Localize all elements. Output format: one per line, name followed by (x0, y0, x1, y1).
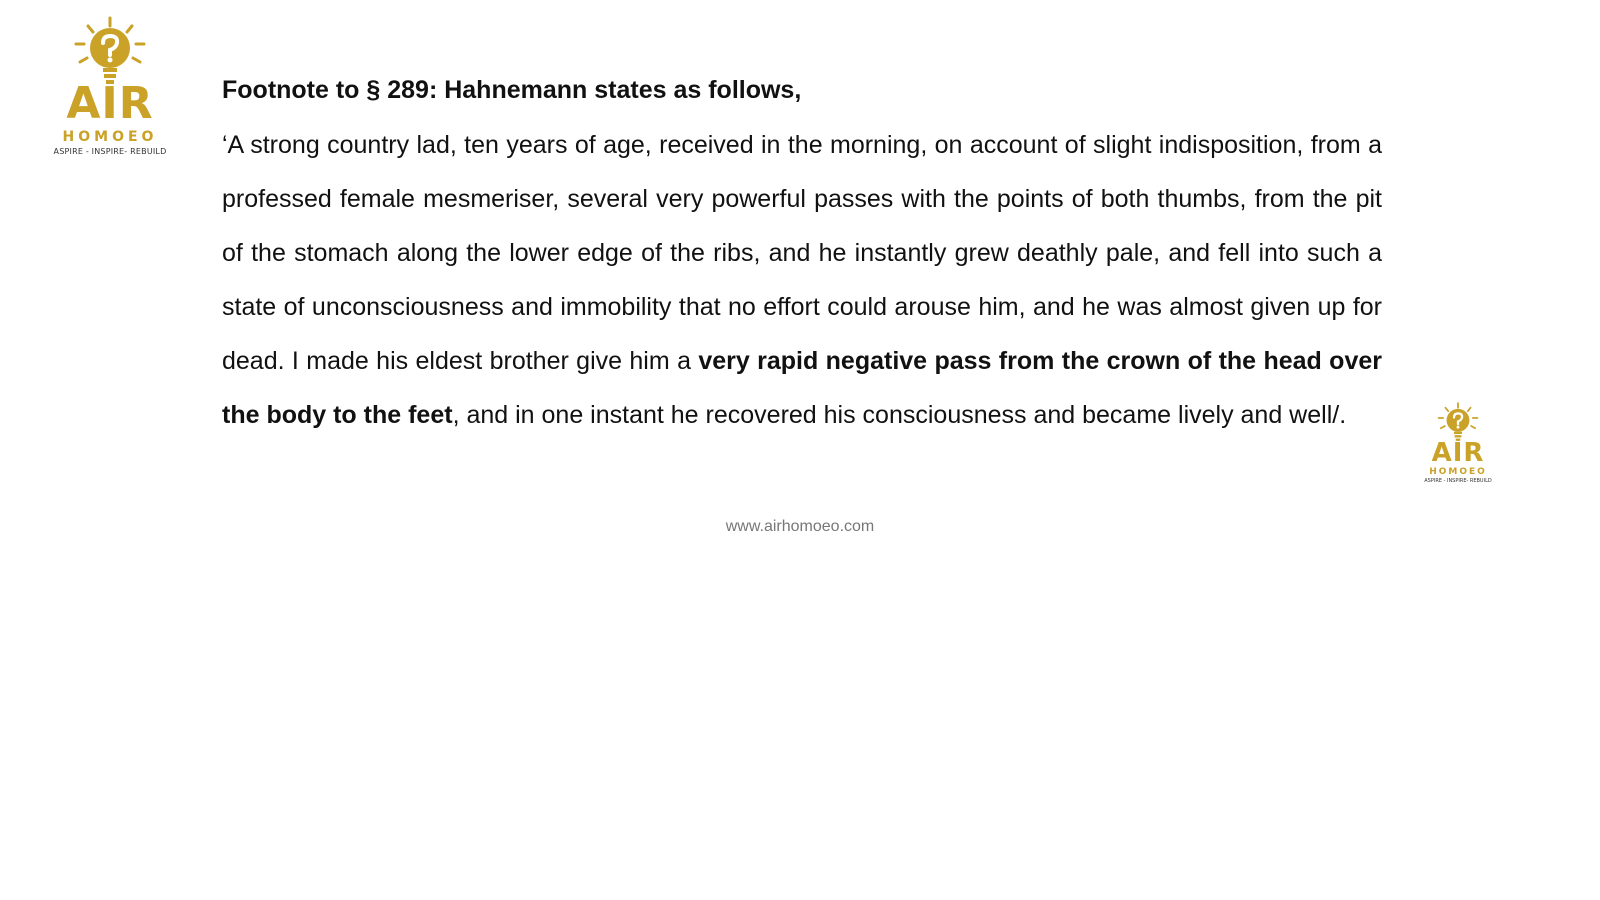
paragraph-text-start: ‘A strong country lad, ten years of age, received in the morning, on account of slight indisposition, from a professed female mesmeriser, several very powerful passes with the points of both thumbs, from the pit of the stomach along the lower edge of the ribs, and he instantly grew deathly pale, and fell into such a state of unconsciousness and immobility that no effort could arouse him, and he was almost given up for dead. I made his eldest brother give him a (222, 131, 1382, 375)
logo-sub: HOMOEO (62, 129, 158, 145)
footnote-content (222, 70, 1382, 442)
logo-tagline: ASPIRE - INSPIRE- REBUILD (1424, 478, 1492, 484)
paragraph-text-end: , and in one instant he recovered his consciousness and became lively and well/. (452, 401, 1347, 429)
footnote-paragraph (222, 118, 1382, 442)
lightbulb-question-icon (70, 16, 150, 86)
logo-brand: AIR (66, 78, 154, 129)
lightbulb-question-icon (1435, 402, 1481, 442)
website-url: www.airhomoeo.com (725, 518, 875, 535)
logo-sub: HOMOEO (1429, 467, 1487, 477)
brand-logo-small (1418, 402, 1498, 484)
footnote-heading: Footnote to § 289: Hahnemann states as follows, (222, 76, 802, 104)
logo-brand: AIR (1431, 438, 1485, 468)
logo-tagline: ASPIRE - INSPIRE- REBUILD (53, 147, 167, 156)
brand-logo (40, 16, 180, 156)
paragraph-emphasis: very rapid negative pass from the crown of the head over the body to the feet (222, 347, 1382, 429)
